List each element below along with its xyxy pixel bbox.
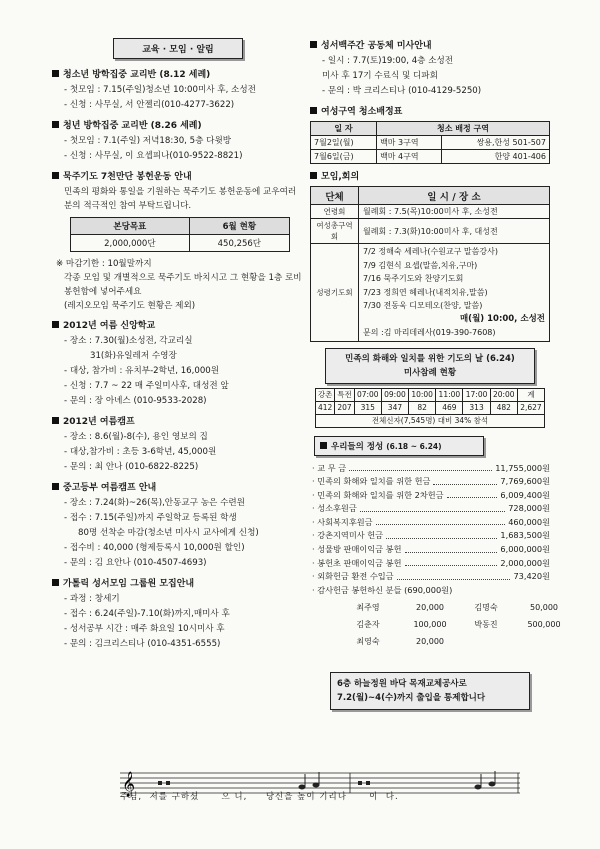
- offering-row: [310, 570, 550, 584]
- text-line: - 성서공부 시간 : 매주 화요일 10시미사 후: [64, 624, 225, 634]
- table-cell: 313: [463, 401, 490, 414]
- text-line: - 접수 : 7.15(주일)까지 주일학교 등록된 학생: [64, 513, 237, 523]
- offering-label: · 성물방 판매이익금 봉헌: [312, 544, 402, 555]
- square-bullet-icon: [52, 70, 59, 77]
- offering-label: · 민족의 화해와 일치를 위한 2차헌금: [312, 489, 444, 500]
- table-header: 11:00: [436, 388, 463, 401]
- table-header: 20:00: [490, 388, 517, 401]
- table-cell: 백마 4구역: [377, 150, 442, 164]
- table-header: 6월 현황: [189, 218, 289, 235]
- donor-name: 최영숙: [356, 637, 380, 647]
- table-row: [311, 244, 550, 342]
- table-cell: 7월2일(월): [311, 136, 377, 150]
- summer-camp-heading: 2012년 여름캠프: [52, 414, 304, 427]
- table-cell: 한양 401-406: [441, 150, 549, 164]
- youth-retreat-heading: 청소년 방학집중 교리반 (8.12 세례): [52, 67, 304, 80]
- offering-label: · 사회복지후원금: [312, 516, 373, 527]
- offering-amount: 73,420원: [513, 571, 550, 582]
- table-cell: 백마 3구역: [377, 136, 442, 150]
- meetings-heading: 모임,회의: [310, 169, 550, 182]
- text-line: - 장소 : 7.24(화)~26(목),안동교구 농은 수련원: [64, 498, 245, 508]
- youth-adult-heading: 청년 방학집중 교리반 (8.26 세례): [52, 118, 304, 131]
- donor-name: 박동진: [474, 620, 498, 630]
- text-line: - 신청 : 사무실, 서 안젤리(010-4277-3622): [64, 100, 235, 110]
- prayer-paragraph: 민족의 평화와 통일을 기원하는 묵주기도 봉헌운동에 교우여러분의 적극적인 참여 부탁드립니다.: [64, 187, 297, 211]
- square-bullet-icon: [52, 579, 59, 586]
- offering-amount: 6,009,400원: [500, 489, 550, 500]
- holy-week-heading: 성서백주간 공동체 미사안내: [310, 38, 550, 51]
- table-header: 본당목표: [71, 218, 190, 235]
- text-line: - 접수비 : 40,000 (형제등록시 10,000원 할인): [64, 543, 245, 553]
- square-bullet-icon: [52, 121, 59, 128]
- table-row: [311, 205, 550, 219]
- text-line: - 첫모임 : 7.1(주일) 저녁18:30, 5층 다윗방: [64, 136, 232, 146]
- schedule-line: 7/23 정희연 헤레나(내적치유,말씀): [363, 287, 488, 297]
- donor-name: 김춘자: [356, 620, 380, 630]
- table-header: 일 시 / 장 소: [359, 187, 550, 205]
- table-header: 일 자: [311, 122, 377, 136]
- table-cell: 연령회: [311, 205, 359, 219]
- table-row: [311, 150, 550, 164]
- text-line: - 대상,참가비 : 초등 3-6학년, 45,000원: [64, 447, 217, 457]
- offering-label: · 외화헌금 환전 수입금: [312, 571, 394, 582]
- table-cell: 412: [316, 401, 335, 414]
- table-header: 07:00: [354, 388, 381, 401]
- table-cell: 347: [381, 401, 408, 414]
- table-header: 10:00: [409, 388, 436, 401]
- dotted-leader: [405, 557, 498, 567]
- offering-row: [310, 475, 550, 489]
- offering-amount: 2,000,000원: [500, 557, 550, 568]
- offering-row: [310, 516, 550, 530]
- peace-day-box: [325, 348, 535, 384]
- table-header: 청소 배정 구역: [377, 122, 550, 136]
- schedule-line: 7/9 김현식 요셉(말씀,치유,구마): [363, 260, 478, 270]
- middle-camp-heading: 중고등부 여름캠프 안내: [52, 480, 304, 493]
- table-header: 계: [517, 388, 544, 401]
- dotted-leader: [349, 462, 492, 472]
- schedule-line: 7/16 묵주기도와 찬양기도회: [363, 274, 464, 283]
- dotted-leader: [433, 475, 497, 485]
- text-line: - 문의 : 장 아녜스 (010-9533-2028): [64, 396, 207, 406]
- offering-label: · 봉헌초 판매이익금 봉헌: [312, 557, 402, 568]
- peace-subtitle: 미사참례 현황: [403, 367, 457, 378]
- table-header: 09:00: [381, 388, 408, 401]
- notice-box: 6층 하늘정원 바닥 목재교체공사로 7.2(월)~4(수)까지 출입을 통제합니다: [330, 672, 530, 710]
- table-cell: 전체신자(7,545명) 대비 34% 참석: [316, 414, 545, 427]
- offering-amount: 728,000원: [508, 503, 550, 514]
- dotted-leader: [360, 502, 505, 512]
- right-column: [310, 38, 561, 710]
- square-bullet-icon: [52, 172, 59, 179]
- offering-row: [310, 543, 550, 557]
- table-header: 단체: [311, 187, 359, 205]
- table-header: 특전: [335, 388, 354, 401]
- text-line: 미사 후 17기 수료식 및 디파회: [322, 71, 438, 81]
- donor-grid: [310, 599, 561, 650]
- text-line: - 신청 : 사무실, 이 요셉피나(010-9522-8821): [64, 151, 243, 161]
- peace-title: 민족의 화해와 일치를 위한 기도의 날 (6.24): [345, 353, 515, 364]
- text-line: - 과정 : 창세기: [64, 594, 120, 604]
- prayer-heading: 묵주기도 7천만단 봉헌운동 안내: [52, 169, 304, 182]
- table-cell: 450,256단: [189, 235, 289, 252]
- dotted-leader: [376, 516, 506, 526]
- offerings-list: [310, 462, 550, 584]
- bible-heading: 가톨릭 성서모임 그룹원 모집안내: [52, 576, 304, 589]
- text-line: - 일시 : 7.7(토)19:00, 4층 소성전: [322, 56, 454, 66]
- offering-amount: 6,000,000원: [500, 544, 550, 555]
- cleaning-table: [310, 121, 550, 164]
- offering-row: [310, 557, 550, 571]
- text-line: - 접수 : 6.24(주일)-7.10(화)까지,매미사 후: [64, 609, 230, 619]
- square-bullet-icon: [310, 41, 317, 48]
- section-title: 교육 · 모임 · 알림: [113, 38, 243, 59]
- table-cell: 7월6일(금): [311, 150, 377, 164]
- table-row: [311, 219, 550, 244]
- music-lyrics: 주님, 저를 구하셨 으 니, 당신을 높이 기리나 이 다.: [120, 792, 399, 802]
- dotted-leader: [447, 489, 498, 499]
- table-cell: 월례회 : 7.5(목)10:00미사 후, 소성전: [359, 205, 550, 219]
- treble-clef-icon: 𝄞: [122, 772, 136, 797]
- dotted-leader: [386, 529, 497, 539]
- offering-label: · 민족의 화해와 일치를 위한 헌금: [312, 476, 431, 487]
- text-line: - 장소 : 7.30(월)소성전, 각교리실: [64, 336, 193, 346]
- meetings-table: [310, 186, 550, 342]
- offering-amount: 460,000원: [508, 516, 550, 527]
- offering-label: · 강촌지역미사 헌금: [312, 530, 384, 541]
- square-bullet-icon: [320, 442, 327, 449]
- offering-amount: 1,683,500원: [500, 530, 550, 541]
- text-line: 80명 선착순 마감(청소년 미사시 교사에게 신청): [78, 528, 259, 538]
- offerings-title: 우리들의 정성 (6.18 ~ 6.24): [314, 436, 484, 456]
- thanks-line: · 감사헌금 봉헌하신 분들 (690,000원): [312, 584, 453, 595]
- donor-amount: 500,000: [527, 620, 561, 630]
- schedule-line: 매(월) 10:00, 소성전: [459, 313, 545, 324]
- donor-amount: 20,000: [416, 637, 444, 647]
- square-bullet-icon: [52, 417, 59, 424]
- text-line: 31(화)유일레저 수영장: [90, 351, 177, 361]
- table-cell: 469: [436, 401, 463, 414]
- offering-amount: 7,769,600원: [500, 476, 550, 487]
- text-line: - 문의 : 김크리스티나 (010-4351-6555): [64, 639, 221, 649]
- donor-name: [456, 633, 516, 650]
- text-line: - 문의 : 최 안나 (010-6822-8225): [64, 462, 199, 472]
- table-header: 강촌: [316, 388, 335, 401]
- schedule-line: 7/2 정해숙 세레나(수원교구 말씀강사): [363, 247, 498, 256]
- text-line: - 문의 : 박 크리스티나 (010-4129-5250): [322, 86, 482, 96]
- square-bullet-icon: [52, 483, 59, 490]
- cleaning-heading: 여성구역 청소배정표: [310, 104, 550, 117]
- donor-name: 최주영: [356, 603, 380, 613]
- offering-row: [310, 462, 550, 476]
- table-cell: 성령기도회: [311, 244, 359, 342]
- donor-amount: 50,000: [530, 603, 558, 613]
- summer-school-heading: 2012년 여름 신앙학교: [52, 318, 304, 331]
- table-cell: 2,627: [517, 401, 544, 414]
- donor-amount: [516, 633, 572, 650]
- offering-row: [310, 502, 550, 516]
- rosary-goal-table: [70, 217, 290, 252]
- text-line: - 신청 : 7.7 ~ 22 매 주일미사후, 대성전 앞: [64, 381, 229, 391]
- offering-row: [310, 529, 550, 543]
- donor-name: 김명숙: [474, 603, 498, 613]
- table-row: [311, 136, 550, 150]
- table-cell: 여성총구역회: [311, 219, 359, 244]
- text-line: - 첫모임 : 7.15(주일)청소년 10:00미사 후, 소성전: [64, 85, 256, 95]
- attendance-table: [315, 388, 545, 428]
- table-cell: 207: [335, 401, 354, 414]
- table-cell: 2,000,000단: [71, 235, 190, 252]
- donor-amount: 20,000: [416, 603, 444, 613]
- text-line: - 대상, 참가비 : 유치부-2학년, 16,000원: [64, 366, 220, 376]
- left-column: [52, 38, 304, 652]
- table-cell: 315: [354, 401, 381, 414]
- text-line: - 문의 : 김 요안나 (010-4507-4693): [64, 558, 207, 568]
- prayer-note: (레지오모임 묵주기도 현황은 제외): [64, 301, 196, 311]
- schedule-line: 7/30 전동욱 디모테오(찬양, 말씀): [363, 301, 483, 310]
- offering-row: [310, 489, 550, 503]
- donor-amount: 100,000: [413, 620, 447, 630]
- square-bullet-icon: [310, 107, 317, 114]
- text-line: - 장소 : 8.6(월)-8(수), 용인 영보의 집: [64, 432, 208, 442]
- schedule-line: 문의 :김 마리데레사(019-390-7608): [363, 328, 496, 337]
- table-cell: 82: [409, 401, 436, 414]
- prayer-schedule: [359, 244, 550, 342]
- square-bullet-icon: [52, 321, 59, 328]
- offering-label: · 교 무 금: [312, 462, 347, 473]
- table-cell: 쌍용,한성 501-507: [441, 136, 549, 150]
- table-cell: 월례회 : 7.3(화)10:00미사 후, 대성전: [359, 219, 550, 244]
- dotted-leader: [397, 570, 511, 580]
- square-bullet-icon: [310, 172, 317, 179]
- prayer-note: ※ 마감기한 : 10월말까지: [56, 259, 152, 269]
- dotted-leader: [405, 543, 498, 553]
- table-header: 17:00: [463, 388, 490, 401]
- table-cell: 482: [490, 401, 517, 414]
- prayer-note: 각종 모임 및 개별적으로 묵주기도 바치시고 그 현황을 1층 로비봉헌함에 넣어주세요: [64, 273, 302, 297]
- offering-label: · 성소후원금: [312, 503, 357, 514]
- offering-amount: 11,755,000원: [495, 462, 550, 473]
